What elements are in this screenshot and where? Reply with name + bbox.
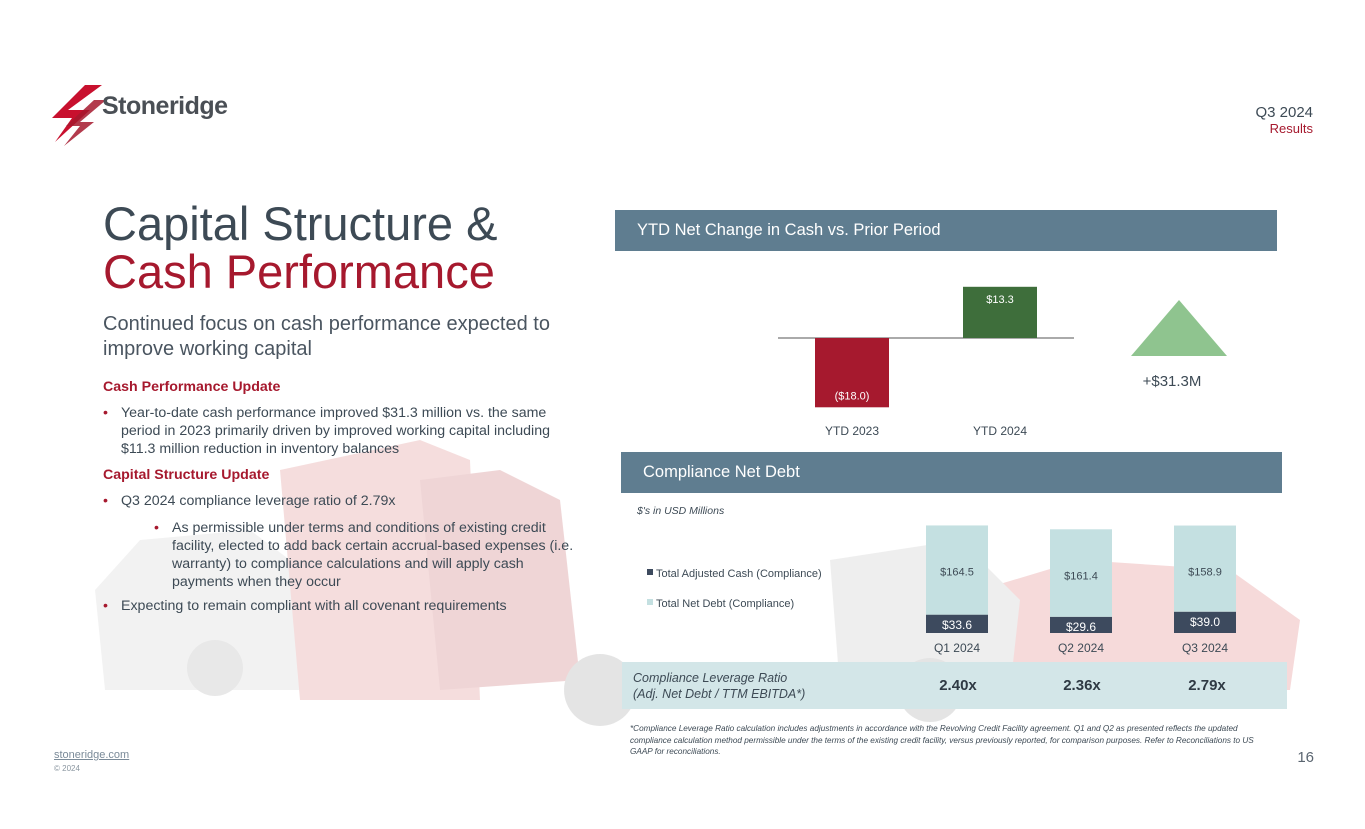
ratio-label-line-1: Compliance Leverage Ratio [633, 671, 788, 685]
page-subtitle: Continued focus on cash performance expected to improve working capital [103, 313, 550, 360]
capital-subbullet: • As permissible under terms and conditions of existing credit facility, elected to add back certain accrual-based expenses (i.e. warranty) to compliance calculations and will apply cash payments when they occur [154, 519, 583, 591]
legend-debt-label: Total Net Debt (Compliance) [656, 598, 795, 610]
cash-bullet: • Year-to-date cash performance improved $31.3 million vs. the same period in 2023 primarily driven by improved working capital including $11.3 million reduction in inventory balances [103, 404, 583, 458]
copyright: © 2024 [54, 764, 80, 773]
ratio-value-q1: 2.40x [939, 677, 977, 694]
legend-cash-label: Total Adjusted Cash (Compliance) [656, 568, 822, 580]
ratio-value-q2: 2.36x [1063, 677, 1101, 694]
chart2-debt-label-1: $161.4 [1064, 570, 1098, 583]
chart2-category-label-0: Q1 2024 [933, 641, 981, 655]
footnote: *Compliance Leverage Ratio calculation includes adjustments in accordance with the Revolving Credit Facility agreement. Q1 and Q2 as presented reflects the updated compliance calculation method permissible under the terms of the existing credit facility, versus previously reported, for comparison purposes. Refer to Reconciliations to US GAAP for reconciliations. [630, 724, 1254, 756]
units-note: $'s in USD Millions [637, 505, 725, 517]
chart2-debt-label-0: $164.5 [940, 566, 974, 579]
title-line-2: Cash Performance [103, 245, 495, 298]
page-number: 16 [1297, 749, 1314, 766]
legend-cash-swatch [647, 569, 653, 575]
capital-bullet-2: • Expecting to remain compliant with all covenant requirements [103, 597, 583, 615]
ratio-value-q3: 2.79x [1188, 677, 1226, 694]
capital-bullet-1: • Q3 2024 compliance leverage ratio of 2.79x [103, 492, 583, 510]
panel-ytd-header: YTD Net Change in Cash vs. Prior Period [615, 210, 1277, 251]
chart1-category-label-1: YTD 2024 [972, 424, 1028, 438]
panel-debt-header: Compliance Net Debt [621, 452, 1282, 493]
chart1-data-label-0: ($18.0) [834, 390, 870, 403]
chart2-cash-label-1: $29.6 [1065, 619, 1097, 634]
period-label: Q3 2024 [1255, 104, 1313, 121]
chart2-category-label-2: Q3 2024 [1181, 641, 1229, 655]
logo-wordmark: Stoneridge [102, 92, 228, 120]
chart2-cash-label-2: $39.0 [1189, 614, 1221, 629]
legend-debt-swatch [647, 599, 653, 605]
chart1-category-label-0: YTD 2023 [824, 424, 880, 438]
website-link[interactable]: stoneridge.com [54, 749, 130, 761]
ratio-label-line-2: (Adj. Net Debt / TTM EBITDA*) [633, 687, 806, 701]
leverage-ratio-row [622, 662, 1287, 709]
cash-heading: Cash Performance Update [103, 379, 281, 395]
delta-label: +$31.3M [1142, 373, 1202, 390]
chart2-category-label-1: Q2 2024 [1057, 641, 1105, 655]
title-line-1: Capital Structure & [103, 197, 498, 250]
chart2-cash-label-0: $33.6 [941, 617, 973, 632]
capital-heading: Capital Structure Update [103, 467, 270, 483]
ratio-label [633, 670, 805, 702]
chart2-debt-label-2: $158.9 [1188, 566, 1222, 579]
period-sublabel: Results [1269, 121, 1313, 136]
chart1-data-label-1: $13.3 [986, 293, 1014, 306]
